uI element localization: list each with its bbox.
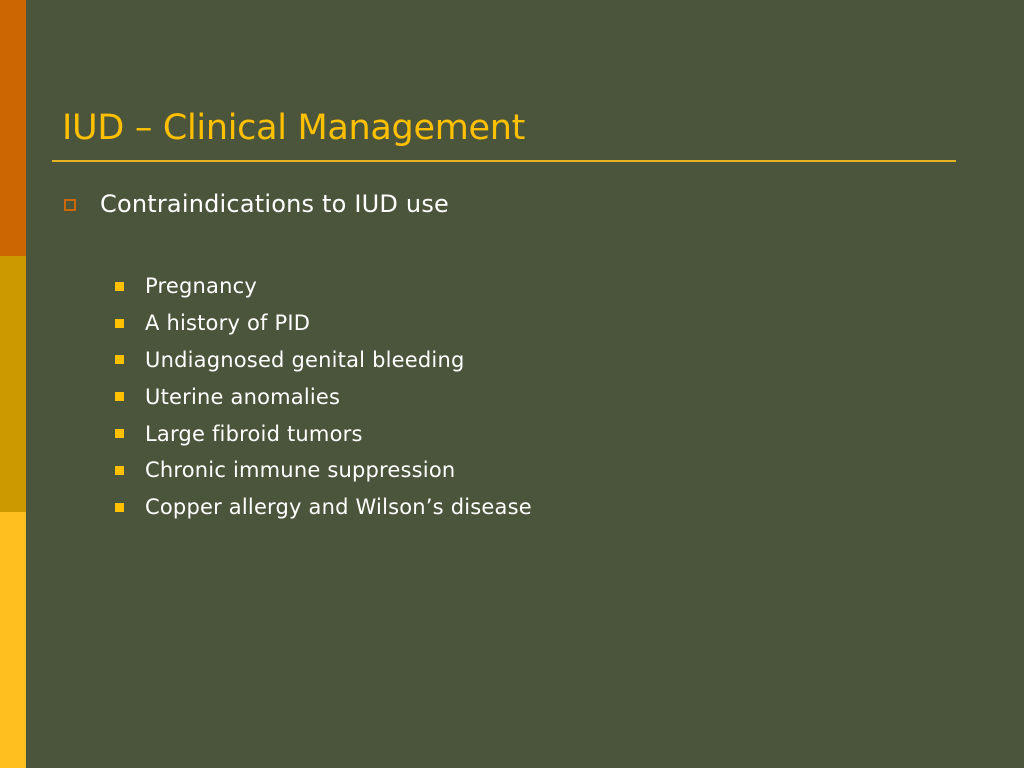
square-bullet-icon	[115, 355, 124, 364]
list-item	[115, 268, 532, 305]
list-item	[115, 489, 532, 526]
sub-bullet-list	[115, 268, 532, 526]
main-bullet-text: Contraindications to IUD use	[100, 190, 449, 218]
side-bar-yellow	[0, 512, 26, 768]
square-bullet-icon	[115, 466, 124, 475]
list-item	[115, 305, 532, 342]
square-bullet-icon	[115, 319, 124, 328]
list-item	[115, 415, 532, 452]
sub-bullet-text: Uterine anomalies	[145, 384, 341, 409]
side-bar-gold	[0, 256, 26, 512]
square-bullet-icon	[115, 429, 124, 438]
square-bullet-icon	[115, 503, 124, 512]
slide-title: IUD – Clinical Management	[62, 108, 526, 148]
square-bullet-icon	[115, 282, 124, 291]
sub-bullet-text: Chronic immune suppression	[145, 458, 456, 483]
hollow-square-bullet-icon	[64, 199, 76, 211]
title-underline	[52, 160, 956, 162]
list-item	[115, 378, 532, 415]
sub-bullet-text: Undiagnosed genital bleeding	[145, 347, 465, 372]
sub-bullet-text: A history of PID	[145, 311, 311, 336]
sub-bullet-text: Large fibroid tumors	[145, 421, 363, 446]
square-bullet-icon	[115, 392, 124, 401]
list-item	[115, 452, 532, 489]
sub-bullet-text: Copper allergy and Wilson’s disease	[145, 495, 532, 520]
list-item	[115, 342, 532, 379]
side-bar-orange	[0, 0, 26, 256]
main-bullet	[64, 190, 449, 218]
sub-bullet-text: Pregnancy	[145, 274, 257, 299]
